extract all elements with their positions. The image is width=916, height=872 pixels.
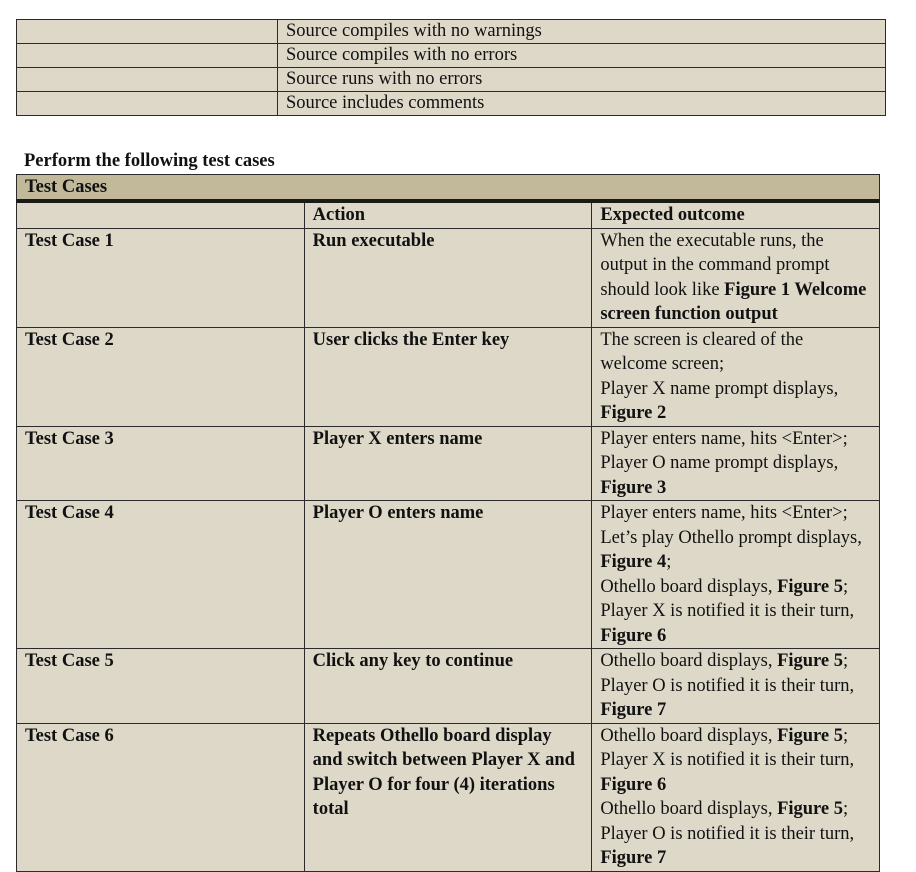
outcome-line [600,649,871,674]
test-case-action: Player O enters name [304,501,592,649]
outcome-line [600,427,871,452]
outcome-text: Player enters name, hits <Enter>; [600,428,848,449]
checklist-checkbox-cell[interactable] [17,20,278,44]
outcome-figure-ref: Figure 5 [777,651,844,671]
checklist-row [17,92,886,116]
checklist-checkbox-cell[interactable] [17,68,278,92]
outcome-line [600,724,871,749]
column-header-action: Action [304,201,592,228]
test-case-label: Test Case 3 [17,426,305,501]
outcome-text: ; [843,576,849,597]
outcome-line [600,451,871,500]
test-case-label: Test Case 1 [17,228,305,327]
outcome-line [600,822,871,871]
test-case-action: Repeats Othello board display and switch between Player X and Player O for four (4) iterations total [304,723,592,871]
outcome-line [600,328,871,377]
outcome-figure-ref: Figure 7 [600,700,667,720]
outcome-text: Player X name prompt displays, [600,378,839,399]
outcome-text: Othello board displays, [600,576,778,597]
outcome-line [600,797,871,822]
outcome-text: ; [666,552,672,572]
outcome-figure-ref: Figure 5 [777,576,844,597]
outcome-figure-ref: Figure 6 [600,625,667,646]
outcome-text: Othello board displays, [600,725,778,746]
test-cases-title-row [17,175,880,202]
outcome-text: Player enters name, hits <Enter>; [600,503,848,523]
outcome-text: Othello board displays, [600,799,778,819]
test-case-label: Test Case 2 [17,327,305,426]
outcome-line [600,599,871,648]
checklist-item: Source includes comments [278,92,886,116]
test-case-action: Click any key to continue [304,649,592,724]
outcome-figure-ref: Figure 7 [600,848,667,868]
test-case-row [17,723,880,871]
outcome-line [600,575,871,600]
section-heading: Perform the following test cases [24,151,275,171]
test-case-label: Test Case 5 [17,649,305,724]
outcome-figure-ref: Figure 3 [600,477,667,498]
test-case-row [17,649,880,724]
checklist-row [17,68,886,92]
checklist-checkbox-cell[interactable] [17,92,278,116]
checklist-row [17,20,886,44]
test-case-label: Test Case 6 [17,723,305,871]
test-case-row [17,228,880,327]
test-case-row [17,501,880,649]
test-case-outcome [592,501,880,649]
test-case-label: Test Case 4 [17,501,305,649]
outcome-text: The screen is cleared of the welcome screen; [600,329,804,374]
outcome-figure-ref: Figure 2 [600,403,667,423]
outcome-text: ; [843,651,849,671]
outcome-text: When the executable runs, the output in the command prompt should look like [600,230,830,300]
outcome-line [600,674,871,723]
test-case-action: User clicks the Enter key [304,327,592,426]
outcome-text: Othello board displays, [600,651,778,671]
column-header-expected-outcome: Expected outcome [592,201,880,228]
outcome-line [600,748,871,797]
column-header-row [17,201,880,228]
checklist-item: Source compiles with no errors [278,44,886,68]
checklist-table [16,19,886,116]
outcome-figure-ref: Figure 5 [777,725,844,746]
test-case-outcome [592,649,880,724]
outcome-line [600,229,871,327]
outcome-text: Player O name prompt displays, [600,453,839,473]
outcome-line [600,526,871,575]
column-header-case [17,201,305,228]
test-cases-title: Test Cases [17,175,880,202]
test-case-action: Player X enters name [304,426,592,501]
test-case-row [17,426,880,501]
test-case-outcome [592,327,880,426]
outcome-line [600,377,871,426]
outcome-figure-ref: Figure 6 [600,774,667,795]
test-case-outcome [592,426,880,501]
outcome-text: ; [843,799,849,819]
test-case-outcome [592,723,880,871]
outcome-text: Let’s play Othello prompt displays, [600,527,862,548]
outcome-text: Player O is notified it is their turn, [600,823,855,844]
test-cases-table [16,174,880,872]
outcome-text: ; [843,725,849,746]
checklist-item: Source compiles with no warnings [278,20,886,44]
outcome-line [600,501,871,526]
outcome-figure-ref: Figure 1 Welcome screen function output [600,279,867,324]
test-case-action: Run executable [304,228,592,327]
outcome-text: Player O is notified it is their turn, [600,675,855,696]
checklist-row [17,44,886,68]
checklist-item: Source runs with no errors [278,68,886,92]
outcome-text: Player X is notified it is their turn, [600,601,855,621]
outcome-figure-ref: Figure 4 [600,552,667,572]
outcome-figure-ref: Figure 5 [777,799,844,819]
test-case-row [17,327,880,426]
checklist-checkbox-cell[interactable] [17,44,278,68]
test-case-outcome [592,228,880,327]
outcome-text: Player X is notified it is their turn, [600,750,855,770]
